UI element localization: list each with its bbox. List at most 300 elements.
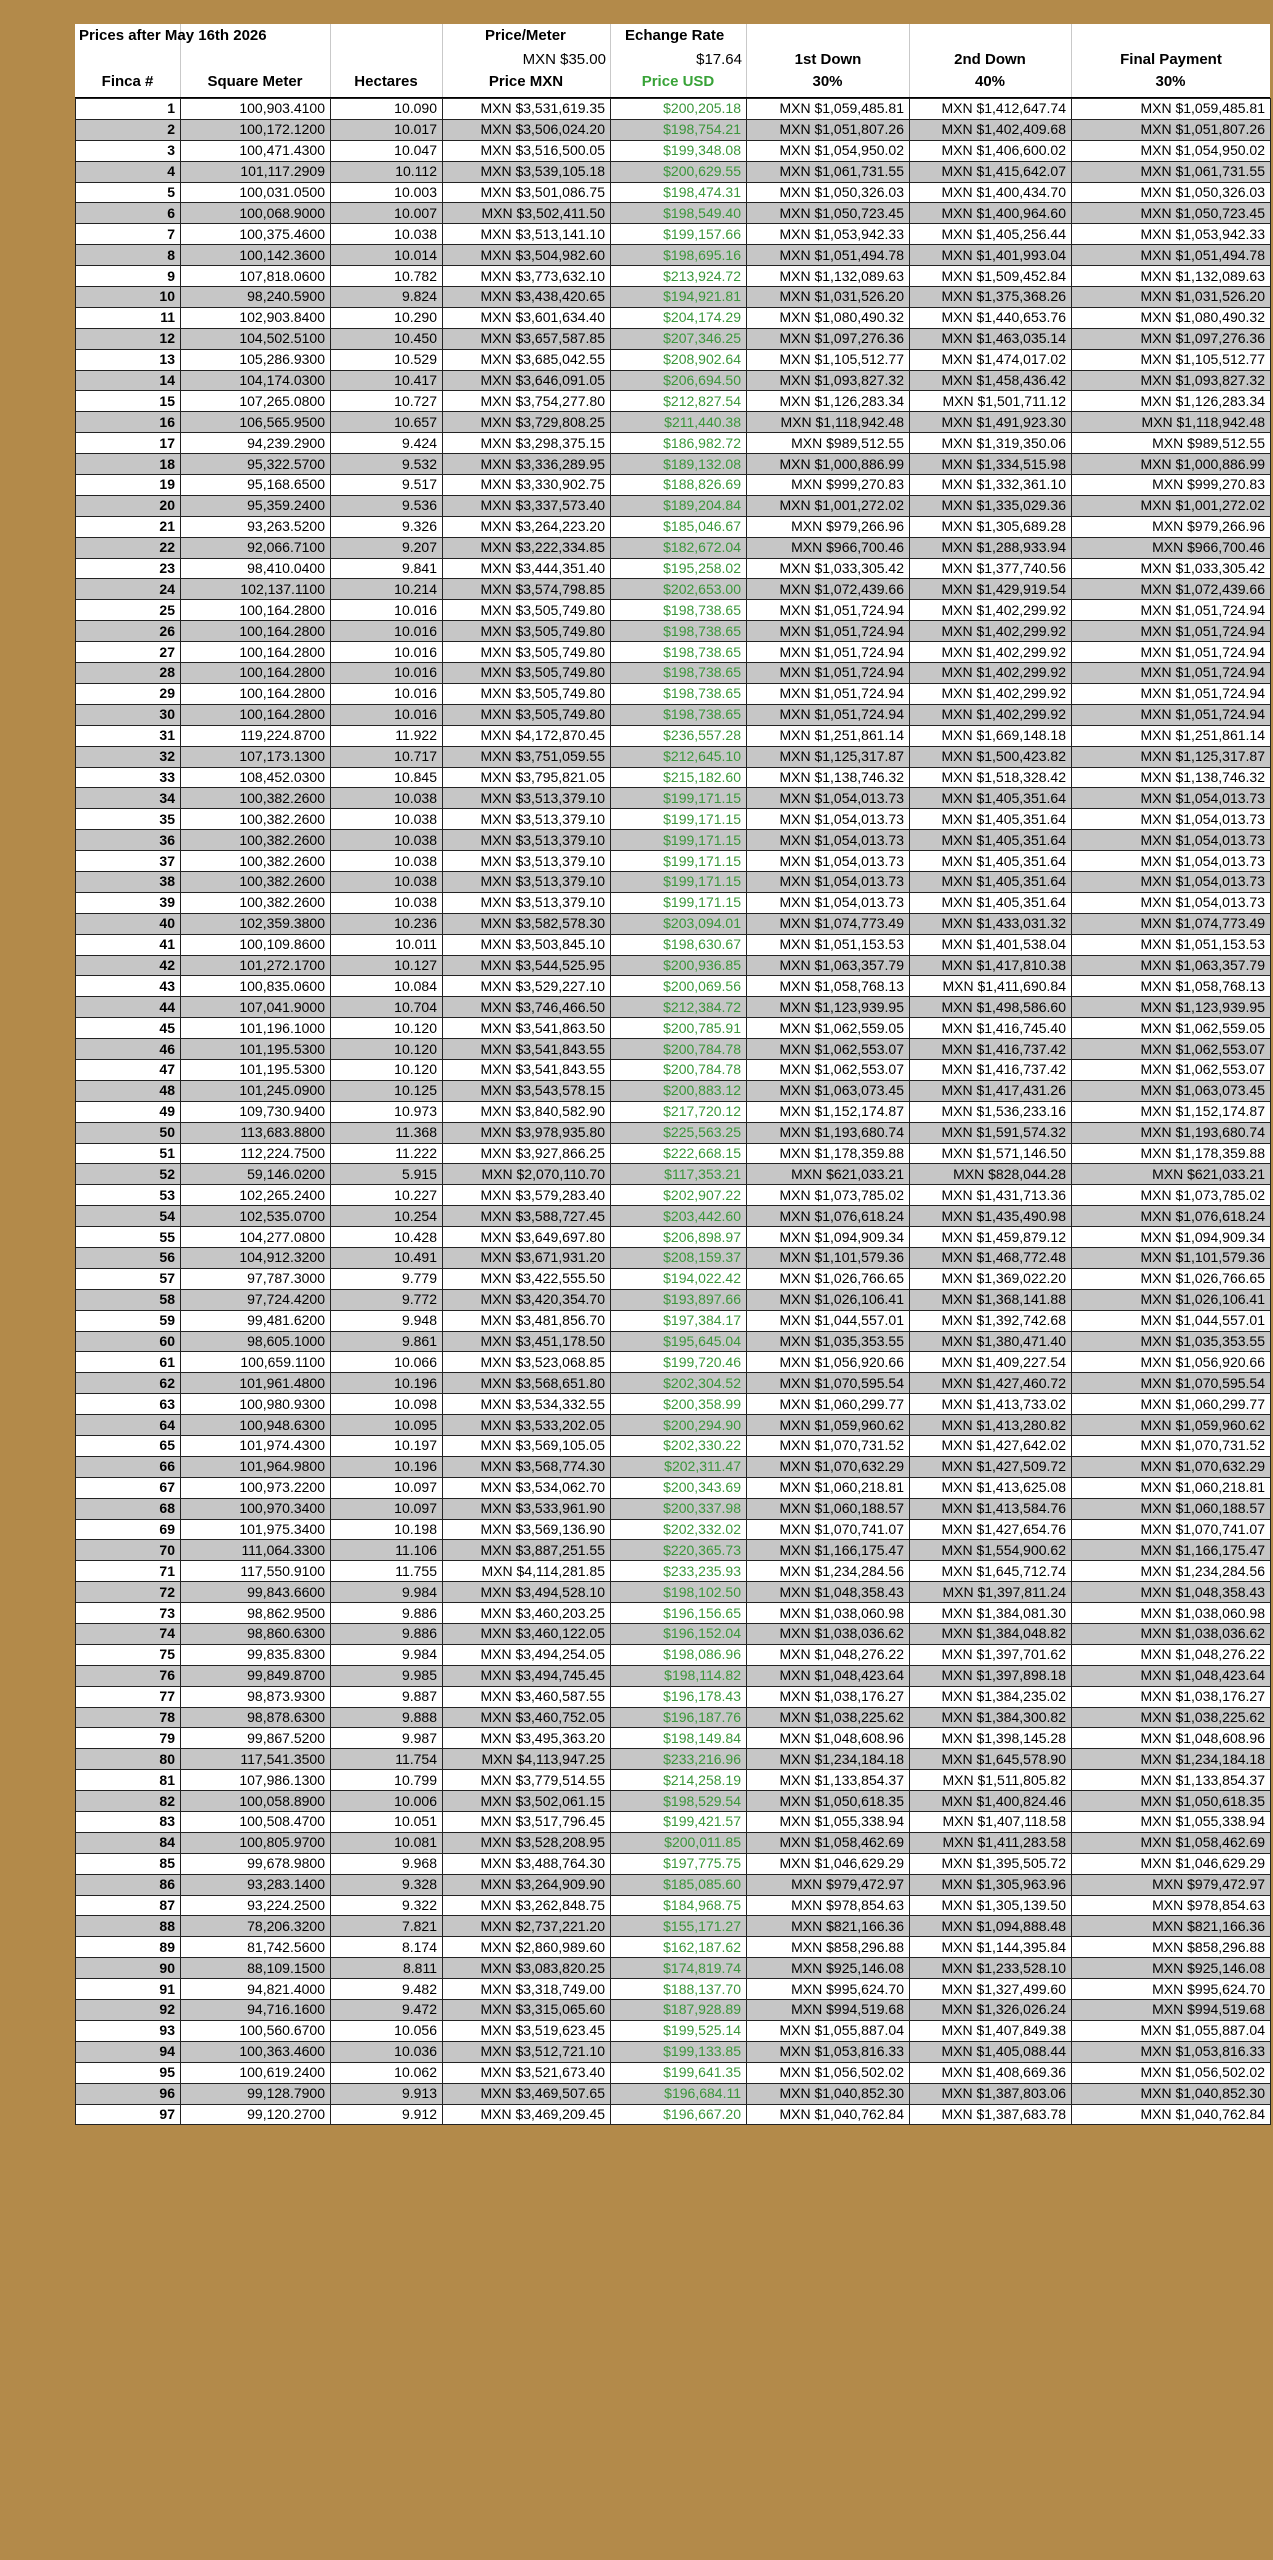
final-payment-cell[interactable]: MXN $1,054,013.73 xyxy=(1072,892,1271,913)
finca-number-cell[interactable]: 65 xyxy=(76,1436,181,1457)
price-usd-cell[interactable]: $117,353.21 xyxy=(611,1164,747,1185)
hectares-cell[interactable]: 10.038 xyxy=(331,871,443,892)
first-down-cell[interactable]: MXN $1,063,357.79 xyxy=(747,955,910,976)
price-usd-cell[interactable]: $236,557.28 xyxy=(611,725,747,746)
price-usd-cell[interactable]: $202,311.47 xyxy=(611,1456,747,1477)
second-down-cell[interactable]: MXN $1,405,088.44 xyxy=(910,2041,1072,2062)
finca-number-cell[interactable]: 45 xyxy=(76,1018,181,1039)
finca-number-cell[interactable]: 18 xyxy=(76,454,181,475)
hectares-cell[interactable]: 10.125 xyxy=(331,1080,443,1101)
price-mxn-cell[interactable]: MXN $2,737,221.20 xyxy=(443,1916,611,1937)
first-down-cell[interactable]: MXN $1,118,942.48 xyxy=(747,412,910,433)
price-usd-cell[interactable]: $188,137.70 xyxy=(611,1979,747,2000)
square-meter-cell[interactable]: 100,903.4100 xyxy=(181,99,331,120)
finca-number-cell[interactable]: 37 xyxy=(76,851,181,872)
hectares-cell[interactable]: 9.322 xyxy=(331,1895,443,1916)
first-down-cell[interactable]: MXN $1,038,225.62 xyxy=(747,1707,910,1728)
first-down-cell[interactable]: MXN $1,000,886.99 xyxy=(747,454,910,475)
square-meter-cell[interactable]: 101,195.5300 xyxy=(181,1039,331,1060)
square-meter-cell[interactable]: 107,173.1300 xyxy=(181,746,331,767)
hectares-cell[interactable]: 10.196 xyxy=(331,1373,443,1394)
final-payment-cell[interactable]: MXN $1,074,773.49 xyxy=(1072,913,1271,934)
square-meter-cell[interactable]: 98,873.9300 xyxy=(181,1686,331,1707)
price-mxn-cell[interactable]: MXN $3,569,105.05 xyxy=(443,1436,611,1457)
final-payment-cell[interactable]: MXN $979,266.96 xyxy=(1072,516,1271,537)
first-down-cell[interactable]: MXN $1,132,089.63 xyxy=(747,266,910,287)
price-usd-cell[interactable]: $198,529.54 xyxy=(611,1791,747,1812)
second-down-cell[interactable]: MXN $1,326,026.24 xyxy=(910,2000,1072,2021)
square-meter-cell[interactable]: 94,239.2900 xyxy=(181,433,331,454)
second-down-cell[interactable]: MXN $1,387,683.78 xyxy=(910,2104,1072,2125)
finca-number-cell[interactable]: 64 xyxy=(76,1415,181,1436)
first-down-cell[interactable]: MXN $1,133,854.37 xyxy=(747,1770,910,1791)
second-down-cell[interactable]: MXN $1,402,299.92 xyxy=(910,683,1072,704)
hectares-cell[interactable]: 10.120 xyxy=(331,1059,443,1080)
price-usd-cell[interactable]: $198,738.65 xyxy=(611,683,747,704)
exchange-rate-value[interactable]: $17.64 xyxy=(696,51,742,68)
finca-number-cell[interactable]: 72 xyxy=(76,1582,181,1603)
first-down-cell[interactable]: MXN $1,054,950.02 xyxy=(747,140,910,161)
price-mxn-cell[interactable]: MXN $3,729,808.25 xyxy=(443,412,611,433)
second-down-cell[interactable]: MXN $1,384,048.82 xyxy=(910,1624,1072,1645)
final-payment-cell[interactable]: MXN $1,051,724.94 xyxy=(1072,663,1271,684)
first-down-cell[interactable]: MXN $1,054,013.73 xyxy=(747,871,910,892)
finca-number-cell[interactable]: 10 xyxy=(76,287,181,308)
price-usd-cell[interactable]: $206,694.50 xyxy=(611,370,747,391)
final-payment-cell[interactable]: MXN $858,296.88 xyxy=(1072,1937,1271,1958)
price-mxn-cell[interactable]: MXN $3,529,227.10 xyxy=(443,976,611,997)
square-meter-cell[interactable]: 100,164.2800 xyxy=(181,704,331,725)
square-meter-cell[interactable]: 98,605.1000 xyxy=(181,1331,331,1352)
first-down-cell[interactable]: MXN $999,270.83 xyxy=(747,475,910,496)
price-usd-cell[interactable]: $202,304.52 xyxy=(611,1373,747,1394)
price-usd-cell[interactable]: $212,645.10 xyxy=(611,746,747,767)
finca-number-cell[interactable]: 3 xyxy=(76,140,181,161)
final-payment-cell[interactable]: MXN $1,051,724.94 xyxy=(1072,704,1271,725)
square-meter-cell[interactable]: 94,716.1600 xyxy=(181,2000,331,2021)
finca-number-cell[interactable]: 90 xyxy=(76,1958,181,1979)
finca-number-cell[interactable]: 78 xyxy=(76,1707,181,1728)
price-usd-cell[interactable]: $184,968.75 xyxy=(611,1895,747,1916)
price-usd-cell[interactable]: $203,442.60 xyxy=(611,1206,747,1227)
price-usd-cell[interactable]: $199,171.15 xyxy=(611,871,747,892)
finca-number-cell[interactable]: 58 xyxy=(76,1289,181,1310)
hectares-cell[interactable]: 10.127 xyxy=(331,955,443,976)
hectares-cell[interactable]: 10.428 xyxy=(331,1227,443,1248)
second-down-cell[interactable]: MXN $1,417,810.38 xyxy=(910,955,1072,976)
price-mxn-cell[interactable]: MXN $3,751,059.55 xyxy=(443,746,611,767)
hectares-cell[interactable]: 8.174 xyxy=(331,1937,443,1958)
final-payment-cell[interactable]: MXN $1,048,358.43 xyxy=(1072,1582,1271,1603)
second-down-cell[interactable]: MXN $1,392,742.68 xyxy=(910,1310,1072,1331)
price-usd-cell[interactable]: $197,384.17 xyxy=(611,1310,747,1331)
first-down-cell[interactable]: MXN $1,060,299.77 xyxy=(747,1394,910,1415)
price-mxn-cell[interactable]: MXN $3,083,820.25 xyxy=(443,1958,611,1979)
finca-number-cell[interactable]: 9 xyxy=(76,266,181,287)
hectares-cell[interactable]: 11.922 xyxy=(331,725,443,746)
price-mxn-cell[interactable]: MXN $3,337,573.40 xyxy=(443,495,611,516)
first-down-cell[interactable]: MXN $966,700.46 xyxy=(747,537,910,558)
hectares-cell[interactable]: 9.948 xyxy=(331,1310,443,1331)
price-usd-cell[interactable]: $214,258.19 xyxy=(611,1770,747,1791)
second-down-cell[interactable]: MXN $1,401,993.04 xyxy=(910,245,1072,266)
finca-number-cell[interactable]: 77 xyxy=(76,1686,181,1707)
second-down-cell[interactable]: MXN $1,305,963.96 xyxy=(910,1874,1072,1895)
price-mxn-cell[interactable]: MXN $3,521,673.40 xyxy=(443,2062,611,2083)
second-down-cell[interactable]: MXN $1,413,625.08 xyxy=(910,1477,1072,1498)
final-payment-cell[interactable]: MXN $1,060,218.81 xyxy=(1072,1477,1271,1498)
final-payment-cell[interactable]: MXN $1,053,942.33 xyxy=(1072,224,1271,245)
price-mxn-cell[interactable]: MXN $3,318,749.00 xyxy=(443,1979,611,2000)
square-meter-cell[interactable]: 105,286.9300 xyxy=(181,349,331,370)
first-down-cell[interactable]: MXN $1,062,553.07 xyxy=(747,1039,910,1060)
hectares-cell[interactable]: 9.779 xyxy=(331,1268,443,1289)
finca-number-cell[interactable]: 48 xyxy=(76,1080,181,1101)
first-down-cell[interactable]: MXN $1,051,494.78 xyxy=(747,245,910,266)
first-down-cell[interactable]: MXN $1,076,618.24 xyxy=(747,1206,910,1227)
price-mxn-cell[interactable]: MXN $3,528,208.95 xyxy=(443,1832,611,1853)
price-usd-cell[interactable]: $199,720.46 xyxy=(611,1352,747,1373)
finca-number-cell[interactable]: 81 xyxy=(76,1770,181,1791)
hectares-cell[interactable]: 10.095 xyxy=(331,1415,443,1436)
price-usd-cell[interactable]: $206,898.97 xyxy=(611,1227,747,1248)
price-mxn-cell[interactable]: MXN $3,513,141.10 xyxy=(443,224,611,245)
final-payment-cell[interactable]: MXN $1,251,861.14 xyxy=(1072,725,1271,746)
second-down-cell[interactable]: MXN $1,407,849.38 xyxy=(910,2020,1072,2041)
price-mxn-cell[interactable]: MXN $4,172,870.45 xyxy=(443,725,611,746)
final-payment-cell[interactable]: MXN $966,700.46 xyxy=(1072,537,1271,558)
price-mxn-cell[interactable]: MXN $3,513,379.10 xyxy=(443,871,611,892)
square-meter-cell[interactable]: 107,986.1300 xyxy=(181,1770,331,1791)
price-mxn-cell[interactable]: MXN $3,298,375.15 xyxy=(443,433,611,454)
hectares-cell[interactable]: 10.290 xyxy=(331,307,443,328)
price-usd-cell[interactable]: $208,902.64 xyxy=(611,349,747,370)
hectares-cell[interactable]: 9.887 xyxy=(331,1686,443,1707)
price-usd-cell[interactable]: $202,332.02 xyxy=(611,1519,747,1540)
price-mxn-cell[interactable]: MXN $3,568,774.30 xyxy=(443,1456,611,1477)
price-mxn-cell[interactable]: MXN $3,506,024.20 xyxy=(443,119,611,140)
final-payment-cell[interactable]: MXN $1,072,439.66 xyxy=(1072,579,1271,600)
final-payment-cell[interactable]: MXN $1,051,724.94 xyxy=(1072,600,1271,621)
square-meter-cell[interactable]: 100,031.0500 xyxy=(181,182,331,203)
price-mxn-cell[interactable]: MXN $3,579,283.40 xyxy=(443,1185,611,1206)
square-meter-cell[interactable]: 106,565.9500 xyxy=(181,412,331,433)
price-usd-cell[interactable]: $186,982.72 xyxy=(611,433,747,454)
square-meter-cell[interactable]: 101,196.1000 xyxy=(181,1018,331,1039)
first-down-cell[interactable]: MXN $1,050,723.45 xyxy=(747,203,910,224)
price-usd-cell[interactable]: $203,094.01 xyxy=(611,913,747,934)
price-mxn-cell[interactable]: MXN $3,494,254.05 xyxy=(443,1644,611,1665)
price-mxn-cell[interactable]: MXN $3,649,697.80 xyxy=(443,1227,611,1248)
finca-number-cell[interactable]: 31 xyxy=(76,725,181,746)
square-meter-cell[interactable]: 100,382.2600 xyxy=(181,788,331,809)
hectares-cell[interactable]: 10.038 xyxy=(331,851,443,872)
hectares-cell[interactable]: 10.254 xyxy=(331,1206,443,1227)
price-mxn-cell[interactable]: MXN $4,113,947.25 xyxy=(443,1749,611,1770)
second-down-cell[interactable]: MXN $1,400,824.46 xyxy=(910,1791,1072,1812)
hectares-cell[interactable]: 10.038 xyxy=(331,224,443,245)
first-down-cell[interactable]: MXN $1,105,512.77 xyxy=(747,349,910,370)
finca-number-cell[interactable]: 79 xyxy=(76,1728,181,1749)
first-down-cell[interactable]: MXN $978,854.63 xyxy=(747,1895,910,1916)
first-down-cell[interactable]: MXN $1,234,284.56 xyxy=(747,1561,910,1582)
first-down-cell[interactable]: MXN $1,234,184.18 xyxy=(747,1749,910,1770)
square-meter-cell[interactable]: 101,272.1700 xyxy=(181,955,331,976)
square-meter-cell[interactable]: 100,619.2400 xyxy=(181,2062,331,2083)
square-meter-cell[interactable]: 93,224.2500 xyxy=(181,1895,331,1916)
finca-number-cell[interactable]: 86 xyxy=(76,1874,181,1895)
finca-number-cell[interactable]: 15 xyxy=(76,391,181,412)
second-down-cell[interactable]: MXN $1,405,351.64 xyxy=(910,788,1072,809)
final-payment-cell[interactable]: MXN $1,035,353.55 xyxy=(1072,1331,1271,1352)
price-mxn-cell[interactable]: MXN $3,460,122.05 xyxy=(443,1624,611,1645)
square-meter-cell[interactable]: 100,973.2200 xyxy=(181,1477,331,1498)
price-usd-cell[interactable]: $194,921.81 xyxy=(611,287,747,308)
hectares-cell[interactable]: 10.090 xyxy=(331,99,443,120)
hectares-cell[interactable]: 10.056 xyxy=(331,2020,443,2041)
price-mxn-cell[interactable]: MXN $3,503,845.10 xyxy=(443,934,611,955)
finca-number-cell[interactable]: 63 xyxy=(76,1394,181,1415)
first-down-cell[interactable]: MXN $1,059,485.81 xyxy=(747,99,910,120)
final-payment-cell[interactable]: MXN $1,062,559.05 xyxy=(1072,1018,1271,1039)
square-meter-cell[interactable]: 101,195.5300 xyxy=(181,1059,331,1080)
finca-number-cell[interactable]: 38 xyxy=(76,871,181,892)
hectares-cell[interactable]: 10.038 xyxy=(331,809,443,830)
price-mxn-cell[interactable]: MXN $3,422,555.50 xyxy=(443,1268,611,1289)
finca-number-cell[interactable]: 67 xyxy=(76,1477,181,1498)
price-mxn-cell[interactable]: MXN $3,539,105.18 xyxy=(443,161,611,182)
final-payment-cell[interactable]: MXN $1,056,502.02 xyxy=(1072,2062,1271,2083)
square-meter-cell[interactable]: 98,862.9500 xyxy=(181,1603,331,1624)
first-down-cell[interactable]: MXN $979,472.97 xyxy=(747,1874,910,1895)
square-meter-cell[interactable]: 104,277.0800 xyxy=(181,1227,331,1248)
price-mxn-cell[interactable]: MXN $3,646,091.05 xyxy=(443,370,611,391)
first-down-cell[interactable]: MXN $1,038,176.27 xyxy=(747,1686,910,1707)
square-meter-cell[interactable]: 88,109.1500 xyxy=(181,1958,331,1979)
square-meter-cell[interactable]: 100,980.9300 xyxy=(181,1394,331,1415)
final-payment-cell[interactable]: MXN $1,054,013.73 xyxy=(1072,788,1271,809)
first-down-cell[interactable]: MXN $1,026,766.65 xyxy=(747,1268,910,1289)
price-mxn-cell[interactable]: MXN $3,887,251.55 xyxy=(443,1540,611,1561)
price-usd-cell[interactable]: $200,936.85 xyxy=(611,955,747,976)
second-down-cell[interactable]: MXN $1,498,586.60 xyxy=(910,997,1072,1018)
first-down-cell[interactable]: MXN $1,054,013.73 xyxy=(747,851,910,872)
final-payment-cell[interactable]: MXN $1,178,359.88 xyxy=(1072,1143,1271,1164)
final-payment-cell[interactable]: MXN $1,040,762.84 xyxy=(1072,2104,1271,2125)
first-down-cell[interactable]: MXN $1,033,305.42 xyxy=(747,558,910,579)
square-meter-cell[interactable]: 100,659.1100 xyxy=(181,1352,331,1373)
price-mxn-cell[interactable]: MXN $3,541,843.55 xyxy=(443,1039,611,1060)
hectares-cell[interactable]: 10.081 xyxy=(331,1832,443,1853)
finca-number-cell[interactable]: 91 xyxy=(76,1979,181,2000)
price-usd-cell[interactable]: $185,046.67 xyxy=(611,516,747,537)
price-mxn-cell[interactable]: MXN $3,460,752.05 xyxy=(443,1707,611,1728)
second-down-cell[interactable]: MXN $1,405,351.64 xyxy=(910,871,1072,892)
square-meter-cell[interactable]: 100,560.6700 xyxy=(181,2020,331,2041)
second-down-cell[interactable]: MXN $1,468,772.48 xyxy=(910,1247,1072,1268)
finca-number-cell[interactable]: 13 xyxy=(76,349,181,370)
hectares-cell[interactable]: 9.424 xyxy=(331,433,443,454)
price-usd-cell[interactable]: $162,187.62 xyxy=(611,1937,747,1958)
first-down-cell[interactable]: MXN $1,046,629.29 xyxy=(747,1853,910,1874)
first-down-cell[interactable]: MXN $1,058,462.69 xyxy=(747,1832,910,1853)
final-payment-cell[interactable]: MXN $1,059,960.62 xyxy=(1072,1415,1271,1436)
hectares-cell[interactable]: 10.051 xyxy=(331,1812,443,1833)
hectares-cell[interactable]: 10.717 xyxy=(331,746,443,767)
second-down-cell[interactable]: MXN $1,536,233.16 xyxy=(910,1101,1072,1122)
first-down-cell[interactable]: MXN $1,055,338.94 xyxy=(747,1812,910,1833)
finca-number-cell[interactable]: 2 xyxy=(76,119,181,140)
finca-number-cell[interactable]: 33 xyxy=(76,767,181,788)
second-down-cell[interactable]: MXN $1,400,434.70 xyxy=(910,182,1072,203)
final-payment-cell[interactable]: MXN $1,058,768.13 xyxy=(1072,976,1271,997)
hectares-cell[interactable]: 10.657 xyxy=(331,412,443,433)
finca-number-cell[interactable]: 7 xyxy=(76,224,181,245)
second-down-cell[interactable]: MXN $1,398,145.28 xyxy=(910,1728,1072,1749)
final-payment-cell[interactable]: MXN $1,038,036.62 xyxy=(1072,1624,1271,1645)
second-down-cell[interactable]: MXN $1,233,528.10 xyxy=(910,1958,1072,1979)
finca-number-cell[interactable]: 41 xyxy=(76,934,181,955)
second-down-cell[interactable]: MXN $1,405,351.64 xyxy=(910,851,1072,872)
price-mxn-cell[interactable]: MXN $3,513,379.10 xyxy=(443,788,611,809)
first-down-cell[interactable]: MXN $621,033.21 xyxy=(747,1164,910,1185)
final-payment-cell[interactable]: MXN $1,070,741.07 xyxy=(1072,1519,1271,1540)
square-meter-cell[interactable]: 100,142.3600 xyxy=(181,245,331,266)
second-down-cell[interactable]: MXN $1,377,740.56 xyxy=(910,558,1072,579)
final-payment-cell[interactable]: MXN $1,058,462.69 xyxy=(1072,1832,1271,1853)
price-usd-cell[interactable]: $200,343.69 xyxy=(611,1477,747,1498)
price-usd-cell[interactable]: $196,187.76 xyxy=(611,1707,747,1728)
first-down-cell[interactable]: MXN $1,059,960.62 xyxy=(747,1415,910,1436)
final-payment-cell[interactable]: MXN $1,126,283.34 xyxy=(1072,391,1271,412)
first-down-cell[interactable]: MXN $1,051,153.53 xyxy=(747,934,910,955)
finca-number-cell[interactable]: 47 xyxy=(76,1059,181,1080)
price-mxn-cell[interactable]: MXN $3,495,363.20 xyxy=(443,1728,611,1749)
second-down-cell[interactable]: MXN $1,511,805.82 xyxy=(910,1770,1072,1791)
final-payment-cell[interactable]: MXN $821,166.36 xyxy=(1072,1916,1271,1937)
square-meter-cell[interactable]: 117,550.9100 xyxy=(181,1561,331,1582)
price-usd-cell[interactable]: $200,069.56 xyxy=(611,976,747,997)
final-payment-cell[interactable]: MXN $1,070,632.29 xyxy=(1072,1456,1271,1477)
second-down-cell[interactable]: MXN $1,416,737.42 xyxy=(910,1059,1072,1080)
final-payment-cell[interactable]: MXN $1,193,680.74 xyxy=(1072,1122,1271,1143)
final-payment-cell[interactable]: MXN $1,123,939.95 xyxy=(1072,997,1271,1018)
square-meter-cell[interactable]: 93,283.1400 xyxy=(181,1874,331,1895)
price-mxn-cell[interactable]: MXN $3,481,856.70 xyxy=(443,1310,611,1331)
price-usd-cell[interactable]: $198,738.65 xyxy=(611,621,747,642)
second-down-cell[interactable]: MXN $1,369,022.20 xyxy=(910,1268,1072,1289)
square-meter-cell[interactable]: 101,964.9800 xyxy=(181,1456,331,1477)
hectares-cell[interactable]: 9.772 xyxy=(331,1289,443,1310)
first-down-cell[interactable]: MXN $1,094,909.34 xyxy=(747,1227,910,1248)
price-usd-cell[interactable]: $198,114.82 xyxy=(611,1665,747,1686)
finca-number-cell[interactable]: 56 xyxy=(76,1247,181,1268)
price-mxn-cell[interactable]: MXN $3,512,721.10 xyxy=(443,2041,611,2062)
square-meter-cell[interactable]: 98,410.0400 xyxy=(181,558,331,579)
square-meter-cell[interactable]: 95,359.2400 xyxy=(181,495,331,516)
second-down-cell[interactable]: MXN $1,405,351.64 xyxy=(910,892,1072,913)
price-mxn-cell[interactable]: MXN $3,264,223.20 xyxy=(443,516,611,537)
price-mxn-cell[interactable]: MXN $3,533,202.05 xyxy=(443,1415,611,1436)
square-meter-cell[interactable]: 99,843.6600 xyxy=(181,1582,331,1603)
second-down-cell[interactable]: MXN $1,405,256.44 xyxy=(910,224,1072,245)
price-mxn-cell[interactable]: MXN $3,469,507.65 xyxy=(443,2083,611,2104)
first-down-cell[interactable]: MXN $1,050,326.03 xyxy=(747,182,910,203)
hectares-cell[interactable]: 10.017 xyxy=(331,119,443,140)
square-meter-cell[interactable]: 99,835.8300 xyxy=(181,1644,331,1665)
price-usd-cell[interactable]: $217,720.12 xyxy=(611,1101,747,1122)
final-payment-cell[interactable]: MXN $1,062,553.07 xyxy=(1072,1059,1271,1080)
first-down-cell[interactable]: MXN $1,001,272.02 xyxy=(747,495,910,516)
second-down-cell[interactable]: MXN $1,402,299.92 xyxy=(910,663,1072,684)
second-down-cell[interactable]: MXN $1,415,642.07 xyxy=(910,161,1072,182)
finca-number-cell[interactable]: 14 xyxy=(76,370,181,391)
finca-number-cell[interactable]: 88 xyxy=(76,1916,181,1937)
price-mxn-cell[interactable]: MXN $3,516,500.05 xyxy=(443,140,611,161)
price-mxn-cell[interactable]: MXN $3,494,528.10 xyxy=(443,1582,611,1603)
price-usd-cell[interactable]: $199,171.15 xyxy=(611,892,747,913)
square-meter-cell[interactable]: 93,263.5200 xyxy=(181,516,331,537)
finca-number-cell[interactable]: 73 xyxy=(76,1603,181,1624)
price-mxn-cell[interactable]: MXN $3,978,935.80 xyxy=(443,1122,611,1143)
first-down-cell[interactable]: MXN $1,070,731.52 xyxy=(747,1436,910,1457)
final-payment-cell[interactable]: MXN $1,050,618.35 xyxy=(1072,1791,1271,1812)
hectares-cell[interactable]: 11.222 xyxy=(331,1143,443,1164)
square-meter-cell[interactable]: 102,535.0700 xyxy=(181,1206,331,1227)
finca-number-cell[interactable]: 4 xyxy=(76,161,181,182)
price-usd-cell[interactable]: $198,549.40 xyxy=(611,203,747,224)
first-down-cell[interactable]: MXN $1,060,218.81 xyxy=(747,1477,910,1498)
price-usd-cell[interactable]: $200,337.98 xyxy=(611,1498,747,1519)
first-down-cell[interactable]: MXN $1,051,724.94 xyxy=(747,642,910,663)
finca-number-cell[interactable]: 11 xyxy=(76,307,181,328)
second-down-cell[interactable]: MXN $1,458,436.42 xyxy=(910,370,1072,391)
square-meter-cell[interactable]: 100,382.2600 xyxy=(181,892,331,913)
second-down-cell[interactable]: MXN $1,645,578.90 xyxy=(910,1749,1072,1770)
final-payment-cell[interactable]: MXN $1,093,827.32 xyxy=(1072,370,1271,391)
first-down-cell[interactable]: MXN $1,051,724.94 xyxy=(747,704,910,725)
finca-number-cell[interactable]: 32 xyxy=(76,746,181,767)
price-mxn-cell[interactable]: MXN $3,779,514.55 xyxy=(443,1770,611,1791)
first-down-cell[interactable]: MXN $1,051,724.94 xyxy=(747,663,910,684)
hectares-cell[interactable]: 10.491 xyxy=(331,1247,443,1268)
hectares-cell[interactable]: 9.207 xyxy=(331,537,443,558)
square-meter-cell[interactable]: 99,678.9800 xyxy=(181,1853,331,1874)
finca-number-cell[interactable]: 16 xyxy=(76,412,181,433)
final-payment-cell[interactable]: MXN $1,063,073.45 xyxy=(1072,1080,1271,1101)
first-down-cell[interactable]: MXN $1,072,439.66 xyxy=(747,579,910,600)
final-payment-cell[interactable]: MXN $1,054,950.02 xyxy=(1072,140,1271,161)
second-down-cell[interactable]: MXN $1,305,139.50 xyxy=(910,1895,1072,1916)
finca-number-cell[interactable]: 8 xyxy=(76,245,181,266)
price-mxn-cell[interactable]: MXN $3,505,749.80 xyxy=(443,600,611,621)
final-payment-cell[interactable]: MXN $1,125,317.87 xyxy=(1072,746,1271,767)
price-usd-cell[interactable]: $198,738.65 xyxy=(611,704,747,725)
second-down-cell[interactable]: MXN $1,435,490.98 xyxy=(910,1206,1072,1227)
finca-number-cell[interactable]: 53 xyxy=(76,1185,181,1206)
square-meter-cell[interactable]: 98,240.5900 xyxy=(181,287,331,308)
hectares-cell[interactable]: 10.016 xyxy=(331,663,443,684)
price-usd-cell[interactable]: $207,346.25 xyxy=(611,328,747,349)
final-payment-cell[interactable]: MXN $1,097,276.36 xyxy=(1072,328,1271,349)
square-meter-cell[interactable]: 97,724.4200 xyxy=(181,1289,331,1310)
finca-number-cell[interactable]: 30 xyxy=(76,704,181,725)
second-down-cell[interactable]: MXN $1,500,423.82 xyxy=(910,746,1072,767)
first-down-cell[interactable]: MXN $1,056,502.02 xyxy=(747,2062,910,2083)
final-payment-cell[interactable]: MXN $1,101,579.36 xyxy=(1072,1247,1271,1268)
second-down-cell[interactable]: MXN $1,554,900.62 xyxy=(910,1540,1072,1561)
hectares-cell[interactable]: 10.197 xyxy=(331,1436,443,1457)
